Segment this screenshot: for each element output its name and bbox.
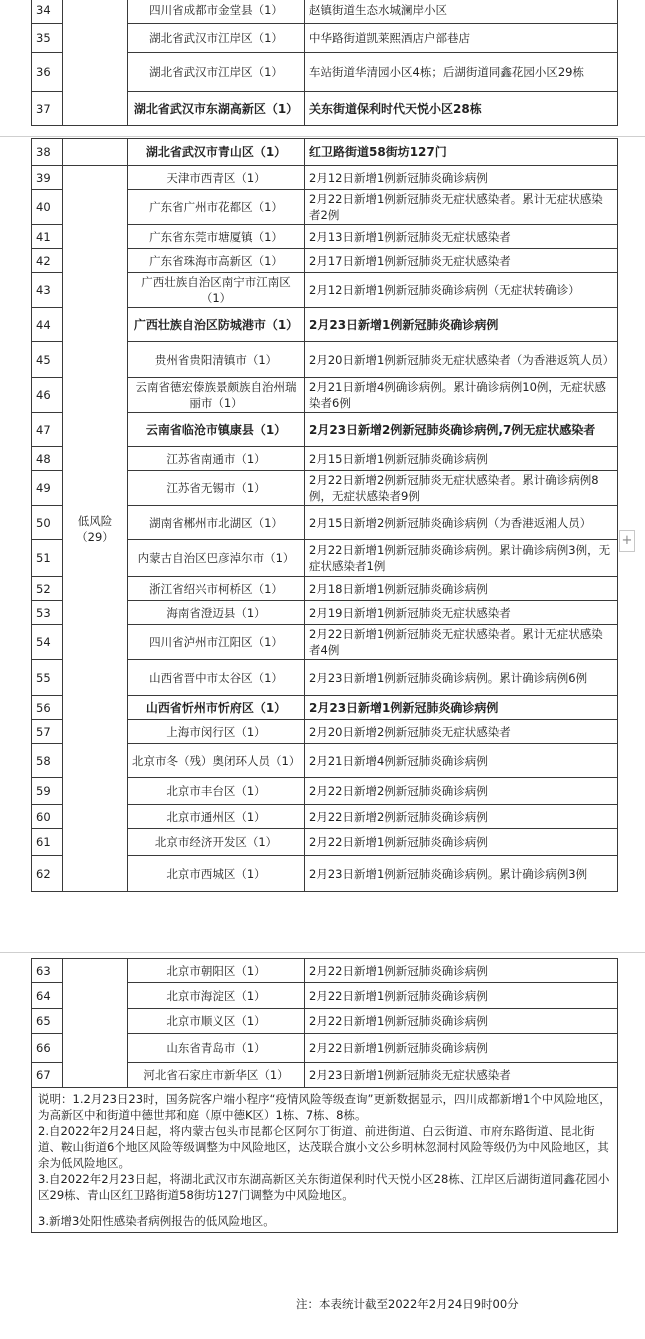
detail-cell: 2月19日新增1例新冠肺炎无症状感染者 [305,601,618,625]
table-row [32,959,618,983]
table-row [32,139,618,166]
row-number: 65 [32,1009,63,1034]
risk-level-cell [63,959,128,1088]
area-cell: 广西壮族自治区防城港市（1） [128,308,305,342]
area-cell: 内蒙古自治区巴彦淖尔市（1） [128,540,305,577]
detail-cell: 2月13日新增1例新冠肺炎无症状感染者 [305,225,618,249]
area-cell: 四川省成都市金堂县（1） [128,0,305,24]
row-number: 44 [32,308,63,342]
detail-cell: 2月15日新增1例新冠肺炎确诊病例 [305,447,618,471]
risk-table-part-1 [31,0,618,126]
area-cell: 北京市丰台区（1） [128,778,305,805]
area-cell: 山西省忻州市忻府区（1） [128,696,305,720]
detail-cell: 2月22日新增1例新冠肺炎确诊病例 [305,1034,618,1063]
detail-cell: 2月22日新增1例新冠肺炎确诊病例 [305,983,618,1009]
area-cell: 海南省澄迈县（1） [128,601,305,625]
detail-cell: 2月23日新增2例新冠肺炎确诊病例,7例无症状感染者 [305,413,618,447]
area-cell: 江苏省无锡市（1） [128,471,305,506]
detail-cell: 关东街道保利时代天悦小区28栋 [305,92,618,126]
table-row [32,0,618,24]
area-cell: 山东省青岛市（1） [128,1034,305,1063]
area-cell: 四川省泸州市江阳区（1） [128,625,305,660]
page-break-line [0,136,645,137]
risk-table-part-3 [31,958,618,1233]
row-number: 36 [32,53,63,92]
area-cell: 北京市冬（残）奥闭环人员（1） [128,744,305,778]
detail-cell: 2月23日新增1例新冠肺炎确诊病例。累计确诊病例3例 [305,856,618,892]
area-cell: 北京市通州区（1） [128,805,305,829]
detail-cell: 2月22日新增1例新冠肺炎无症状感染者。累计无症状感染者4例 [305,625,618,660]
area-cell: 湖北省武汉市江岸区（1） [128,53,305,92]
risk-level-label: 低风险（29） [63,166,128,892]
detail-cell: 2月22日新增2例新冠肺炎确诊病例 [305,778,618,805]
detail-cell: 2月21日新增4例新冠肺炎确诊病例 [305,744,618,778]
detail-cell: 2月22日新增2例新冠肺炎确诊病例 [305,805,618,829]
area-cell: 广西壮族自治区南宁市江南区（1） [128,273,305,308]
detail-cell: 2月12日新增1例新冠肺炎确诊病例（无症状转确诊） [305,273,618,308]
detail-cell: 红卫路街道58街坊127门 [305,139,618,166]
detail-cell: 2月20日新增1例新冠肺炎无症状感染者（为香港返筑人员） [305,342,618,378]
row-number: 43 [32,273,63,308]
row-number: 50 [32,506,63,540]
row-number: 66 [32,1034,63,1063]
notes-cell [32,1088,618,1233]
detail-cell: 2月17日新增1例新冠肺炎无症状感染者 [305,249,618,273]
row-number: 67 [32,1063,63,1088]
area-cell: 北京市顺义区（1） [128,1009,305,1034]
area-cell: 江苏省南通市（1） [128,447,305,471]
detail-cell: 2月21日新增4例确诊病例。累计确诊病例10例，无症状感染者6例 [305,378,618,413]
area-cell: 上海市闵行区（1） [128,720,305,744]
row-number: 40 [32,190,63,225]
detail-cell: 2月22日新增1例新冠肺炎确诊病例。累计确诊病例3例，无症状感染者1例 [305,540,618,577]
row-number: 39 [32,166,63,190]
row-number: 57 [32,720,63,744]
detail-cell: 2月23日新增1例新冠肺炎无症状感染者 [305,1063,618,1088]
row-number: 45 [32,342,63,378]
row-number: 56 [32,696,63,720]
note-paragraph: 3.自2022年2月23日起，将湖北武汉市东湖高新区关东街道保利时代天悦小区28栋、江岸区后湖街道同鑫花园小区29栋、青山区红卫路街道58街坊127门调整为中风险地区。 [38,1172,610,1202]
area-cell: 天津市西青区（1） [128,166,305,190]
row-number: 38 [32,139,63,166]
detail-cell: 2月22日新增1例新冠肺炎确诊病例 [305,959,618,983]
row-number: 62 [32,856,63,892]
area-cell: 广东省珠海市高新区（1） [128,249,305,273]
row-number: 48 [32,447,63,471]
note-paragraph: 说明：1.2月23日23时，国务院客户端小程序“疫情风险等级查询”更新数据显示，四川成都新增1个中风险地区，为高新区中和街道中德世邦和庭（原中德K区）1栋、7栋、8栋。 [38,1092,611,1122]
detail-cell: 2月12日新增1例新冠肺炎确诊病例 [305,166,618,190]
footnote: 注：本表统计截至2022年2月24日9时00分 [296,1297,519,1311]
area-cell: 北京市朝阳区（1） [128,959,305,983]
detail-cell: 2月22日新增1例新冠肺炎确诊病例 [305,829,618,856]
risk-level-cell [63,0,128,126]
page-break-line [0,952,645,953]
row-number: 63 [32,959,63,983]
row-number: 64 [32,983,63,1009]
row-number: 41 [32,225,63,249]
area-cell: 河北省石家庄市新华区（1） [128,1063,305,1088]
note-paragraph: 2.自2022年2月24日起，将内蒙古包头市昆都仑区阿尔丁街道、前进街道、白云街道、市府东路街道、昆北街道、鞍山街道6个地区风险等级调整为中风险地区，达茂联合旗小文公乡明林忽洞村风险等级仍为中风险地区，其余为低风险地区。 [38,1124,609,1170]
risk-level-cell [63,139,128,166]
area-cell: 广东省东莞市塘厦镇（1） [128,225,305,249]
row-number: 59 [32,778,63,805]
area-cell: 浙江省绍兴市柯桥区（1） [128,577,305,601]
row-number: 54 [32,625,63,660]
detail-cell: 2月23日新增1例新冠肺炎确诊病例。累计确诊病例6例 [305,660,618,696]
row-number: 52 [32,577,63,601]
row-number: 55 [32,660,63,696]
detail-cell: 2月23日新增1例新冠肺炎确诊病例 [305,308,618,342]
detail-cell: 2月22日新增1例新冠肺炎确诊病例 [305,1009,618,1034]
area-cell: 山西省晋中市太谷区（1） [128,660,305,696]
row-number: 37 [32,92,63,126]
detail-cell: 车站街道华清园小区4栋；后湖街道同鑫花园小区29栋 [305,53,618,92]
row-number: 47 [32,413,63,447]
area-cell: 云南省临沧市镇康县（1） [128,413,305,447]
detail-cell: 2月18日新增1例新冠肺炎确诊病例 [305,577,618,601]
area-cell: 北京市西城区（1） [128,856,305,892]
note-paragraph: 3.新增3处阳性感染者病例报告的低风险地区。 [38,1214,275,1228]
detail-cell: 2月22日新增2例新冠肺炎无症状感染者。累计确诊病例8例，无症状感染者9例 [305,471,618,506]
area-cell: 贵州省贵阳清镇市（1） [128,342,305,378]
table-row [32,166,618,190]
area-cell: 湖北省武汉市青山区（1） [128,139,305,166]
row-number: 51 [32,540,63,577]
detail-cell: 中华路街道凯莱熙酒店户部巷店 [305,24,618,53]
detail-cell: 2月22日新增1例新冠肺炎无症状感染者。累计无症状感染者2例 [305,190,618,225]
row-number: 49 [32,471,63,506]
notes-row [32,1088,618,1233]
detail-cell: 2月15日新增2例新冠肺炎确诊病例（为香港返湘人员） [305,506,618,540]
risk-table-part-2 [31,138,618,892]
row-number: 61 [32,829,63,856]
row-number: 35 [32,24,63,53]
area-cell: 湖北省武汉市东湖高新区（1） [128,92,305,126]
area-cell: 北京市海淀区（1） [128,983,305,1009]
row-number: 42 [32,249,63,273]
row-number: 46 [32,378,63,413]
row-number: 58 [32,744,63,778]
area-cell: 北京市经济开发区（1） [128,829,305,856]
row-number: 60 [32,805,63,829]
expand-icon[interactable]: + [619,530,635,552]
area-cell: 湖北省武汉市江岸区（1） [128,24,305,53]
row-number: 53 [32,601,63,625]
area-cell: 广东省广州市花都区（1） [128,190,305,225]
row-number: 34 [32,0,63,24]
detail-cell: 赵镇街道生态水城澜岸小区 [305,0,618,24]
detail-cell: 2月23日新增1例新冠肺炎确诊病例 [305,696,618,720]
area-cell: 湖南省郴州市北湖区（1） [128,506,305,540]
detail-cell: 2月20日新增2例新冠肺炎无症状感染者 [305,720,618,744]
area-cell: 云南省德宏傣族景颇族自治州瑞丽市（1） [128,378,305,413]
